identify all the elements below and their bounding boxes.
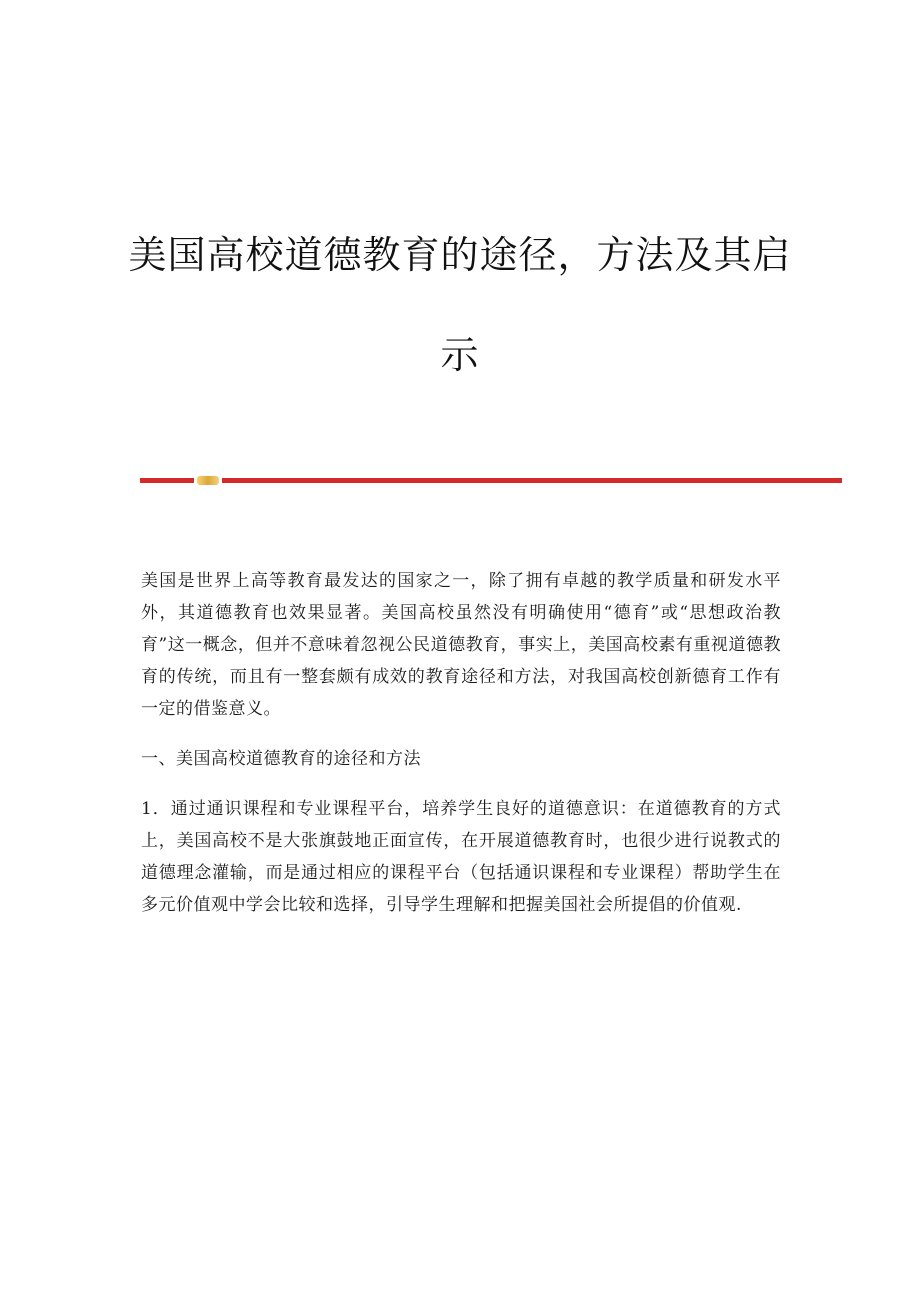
intro-paragraph: 美国是世界上高等教育最发达的国家之一，除了拥有卓越的教学质量和研发水平外，其道德教育也效果显著。美国高校虽然没有明确使用“德育”或“思想政治教育”这一概念，但并不意味着忽视公民道德教育，事实上，美国高校素有重视道德教育的传统，而且有一整套颇有成效的教育途径和方法，对我国高校创新德育工作有一定的借鉴意义。 <box>141 571 781 719</box>
document-title <box>120 205 800 405</box>
title-line-2: 示 <box>440 333 480 377</box>
divider-ornament-icon <box>197 476 219 485</box>
title-line-1: 美国高校道德教育的途径，方法及其启 <box>128 233 792 277</box>
body-paragraph: 1．通过通识课程和专业课程平台，培养学生良好的道德意识：在道德教育的方式上，美国高校不是大张旗鼓地正面宣传，在开展道德教育时，也很少进行说教式的道德理念灌输，而是通过相应的课程平台（包括通识课程和专业课程）帮助学生在多元价值观中学会比较和选择，引导学生理解和把握美国社会所提倡的价值观. <box>141 799 781 915</box>
document-body <box>141 565 781 939</box>
title-divider-right <box>222 478 842 483</box>
title-divider-left <box>140 478 194 483</box>
section-heading: 一、美国高校道德教育的途径和方法 <box>141 749 421 769</box>
